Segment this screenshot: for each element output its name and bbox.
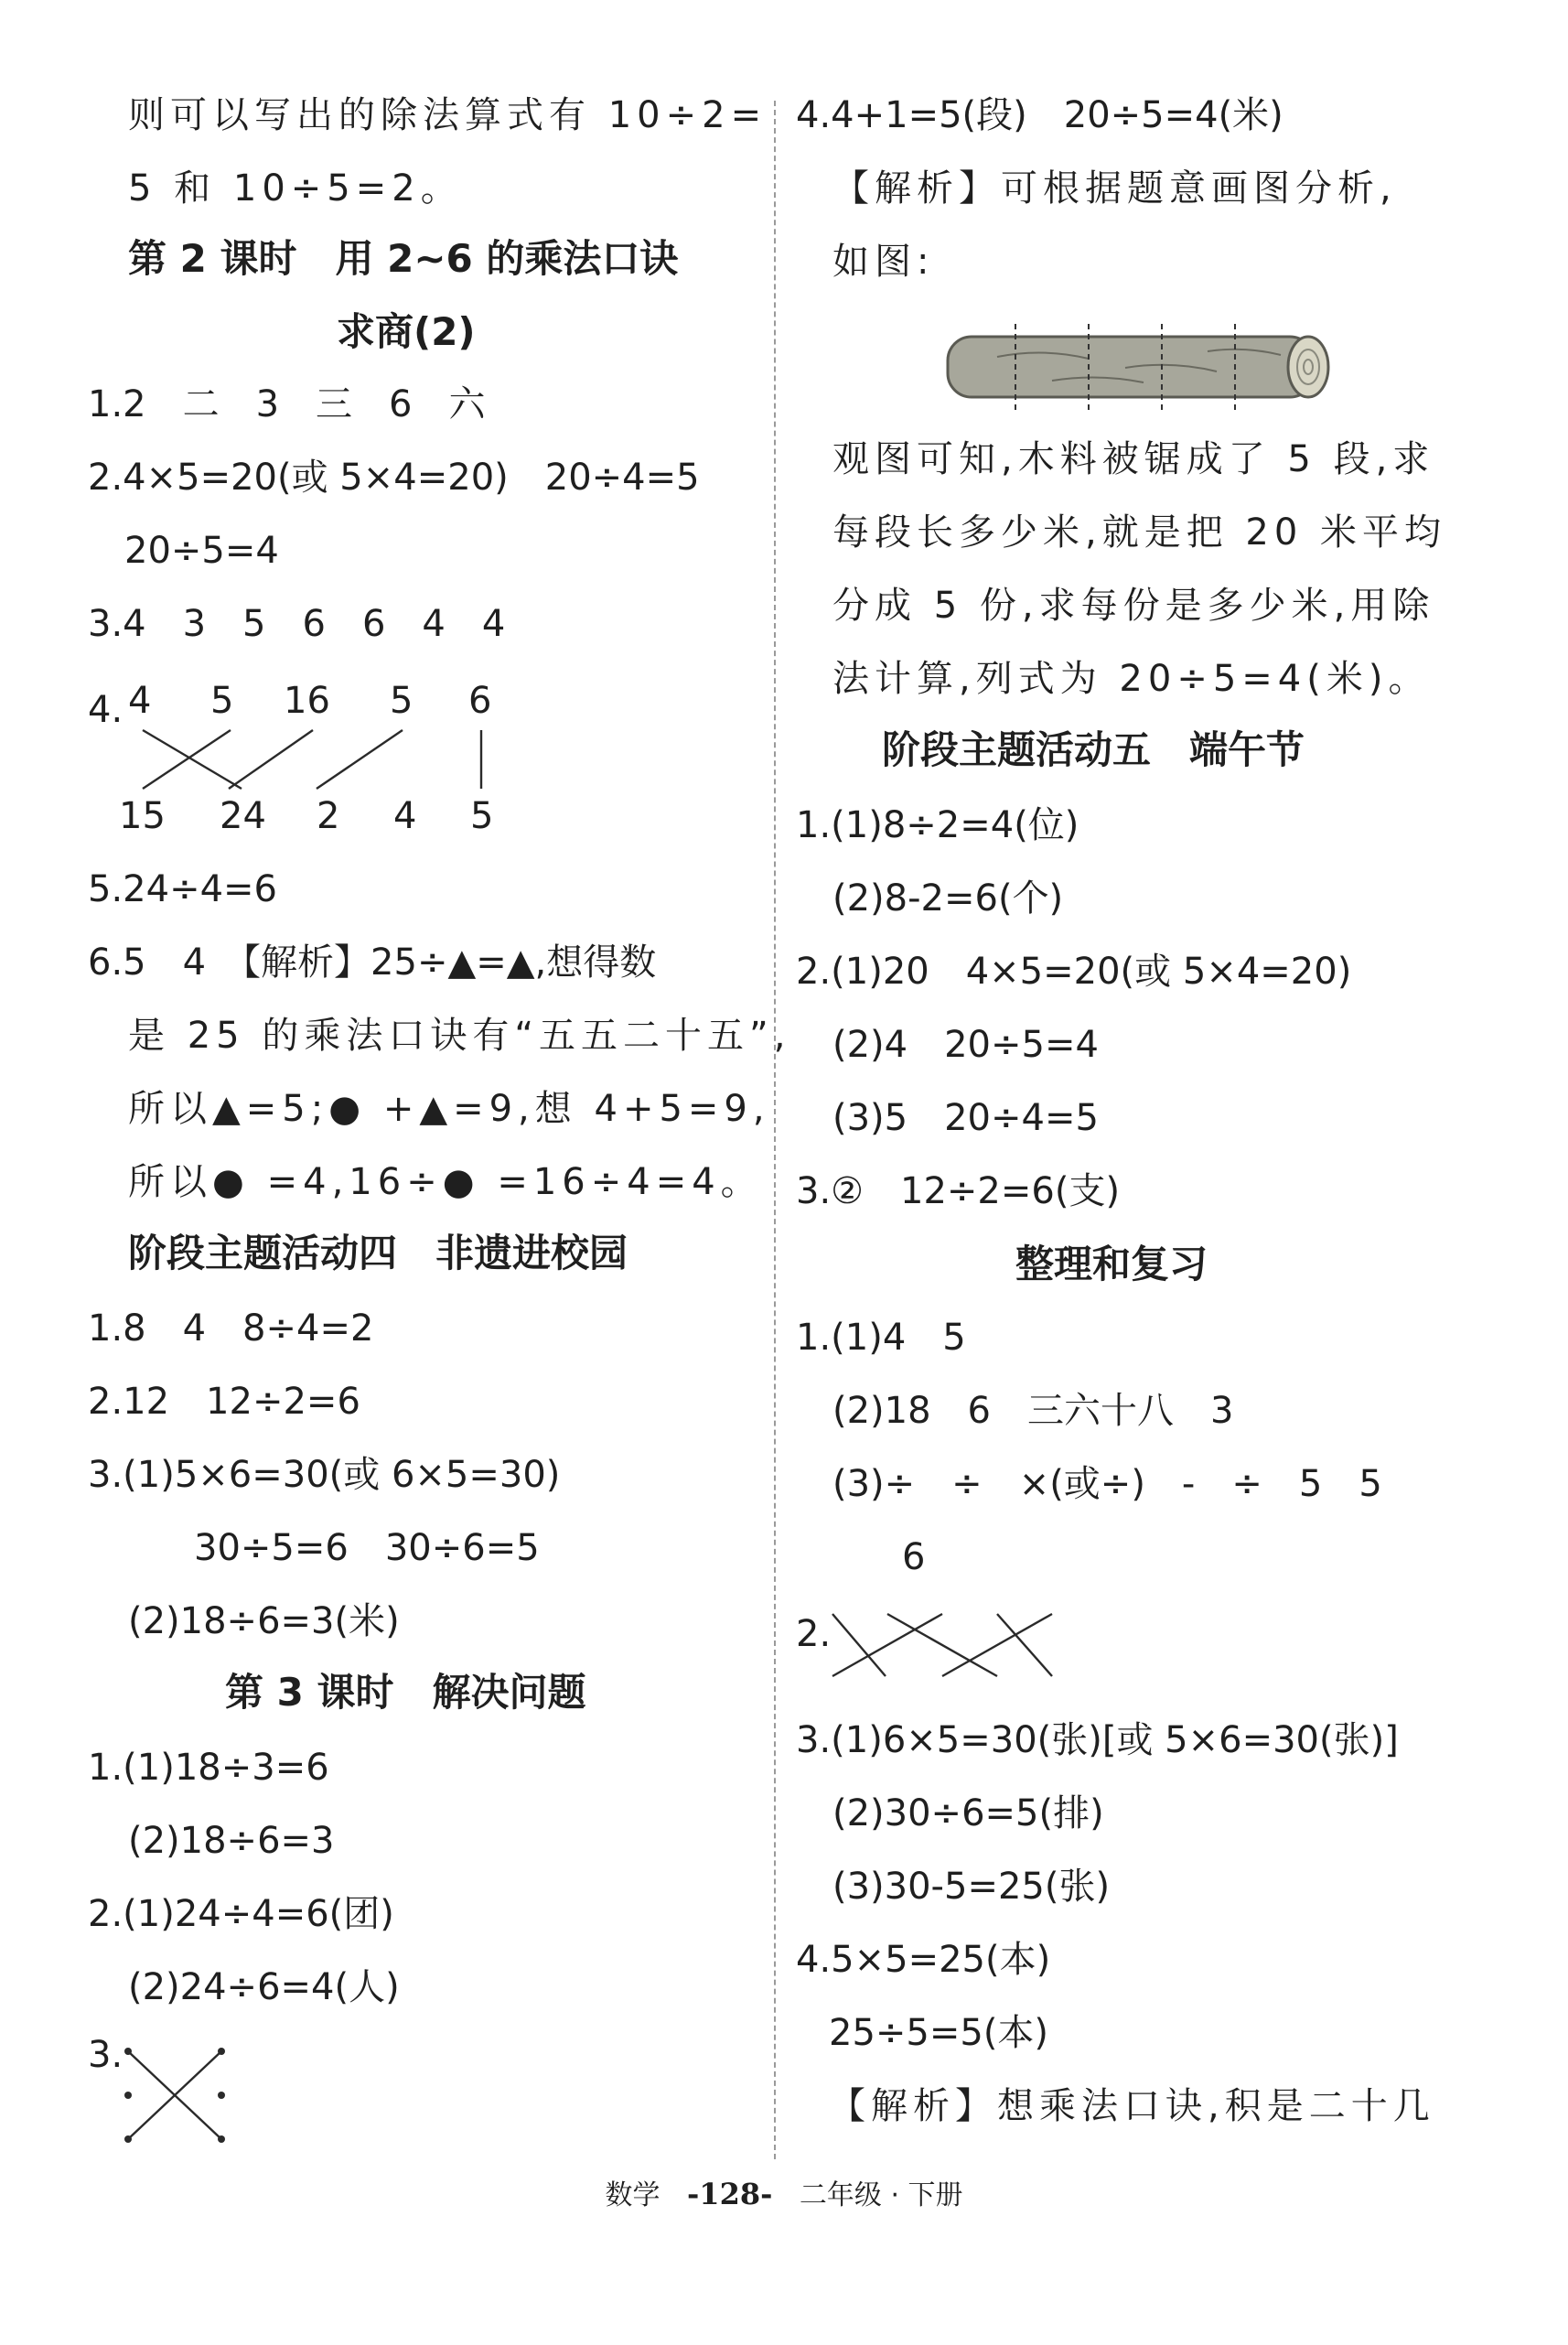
answer-line: 1.2 二 3 三 6 六 [88, 383, 486, 425]
match-top-item: 5 [390, 680, 413, 722]
answer-line: 1.(1)4 5 [796, 1317, 966, 1359]
section-heading: 阶段主题活动五 端午节 [882, 727, 1305, 772]
answer-line: (2)8-2=6(个) [832, 877, 1064, 920]
text-line: 分成 5 份,求每份是多少米,用除 [832, 585, 1435, 627]
footer-subject: 数学 [605, 2179, 660, 2211]
text-line: 如图: [832, 241, 935, 283]
match-bottom-item: 2 [317, 795, 340, 837]
answer-line: 3.4 3 5 6 6 4 4 [88, 603, 506, 645]
answer-line: 20÷5=4 [124, 530, 279, 572]
text-line: 5 和 10÷5=2。 [128, 167, 463, 210]
page-number: -128- [687, 2177, 773, 2211]
match-top-item: 16 [284, 680, 330, 722]
text-line: 则可以写出的除法算式有 10÷2= [128, 94, 768, 136]
answer-line: 6 [902, 1536, 926, 1578]
match-bottom-item: 5 [470, 795, 494, 837]
answer-line: 1.(1)18÷3=6 [88, 1747, 329, 1789]
text-line: 所以● =4,16÷● =16÷4=4。 [128, 1161, 763, 1203]
answer-line: (2)4 20÷5=4 [832, 1024, 1099, 1066]
text-line: 法计算,列式为 20÷5=4(米)。 [832, 658, 1431, 700]
question-number: 3. [88, 2034, 124, 2076]
section-heading: 第 3 课时 解决问题 [225, 1670, 586, 1715]
answer-line: (3)5 20÷4=5 [832, 1097, 1099, 1139]
answer-line: (3)30-5=25(张) [832, 1866, 1111, 1908]
text-line: 【解析】可根据题意画图分析, [832, 167, 1397, 210]
text-line: 【解析】想乘法口诀,积是二十几 [829, 2085, 1435, 2127]
match-top-item: 4 [128, 680, 152, 722]
section-heading: 整理和复习 [1015, 1242, 1208, 1286]
column-divider [774, 101, 776, 2159]
matching-figure-b3 [88, 2031, 271, 2168]
answer-line: 1.(1)8÷2=4(位) [796, 804, 1079, 846]
answer-line: (2)18 6 三六十八 3 [832, 1390, 1234, 1432]
section-heading: 求商(2) [337, 309, 476, 354]
answer-line: 25÷5=5(本) [829, 2012, 1049, 2054]
matching-figure-q4 [88, 677, 564, 842]
matching-lines [796, 1597, 1089, 1698]
section-heading: 阶段主题活动四 非遗进校园 [128, 1231, 628, 1275]
answer-line: 2.4×5=20(或 5×4=20) 20÷4=5 [88, 457, 700, 499]
answer-line: 3.(1)6×5=30(张)[或 5×6=30(张)] [796, 1719, 1399, 1761]
answer-line: 1.8 4 8÷4=2 [88, 1307, 374, 1350]
answer-line: 4.5×5=25(本) [796, 1939, 1051, 1981]
answer-line: 3.(1)5×6=30(或 6×5=30) [88, 1454, 561, 1496]
answer-line: 2.(1)24÷4=6(团) [88, 1893, 394, 1935]
answer-line: 30÷5=6 30÷6=5 [194, 1527, 540, 1569]
answer-line: 2.12 12÷2=6 [88, 1381, 360, 1423]
answer-line: (2)30÷6=5(排) [832, 1792, 1104, 1834]
text-line: 每段长多少米,就是把 20 米平均 [832, 511, 1447, 554]
matching-figure-d2 [796, 1597, 1089, 1698]
match-bottom-item: 24 [220, 795, 266, 837]
answer-line: 2.(1)20 4×5=20(或 5×4=20) [796, 951, 1352, 993]
question-number: 4. [88, 689, 124, 731]
text-line: 所以▲=5;● +▲=9,想 4+5=9, [128, 1088, 770, 1130]
text-line: 是 25 的乘法口诀有“五五二十五”, [128, 1015, 791, 1057]
matching-lines [88, 2031, 271, 2168]
section-heading: 第 2 课时 用 2~6 的乘法口诀 [128, 236, 679, 281]
answer-line: (2)18÷6=3 [128, 1820, 335, 1862]
answer-line: 5.24÷4=6 [88, 868, 277, 910]
match-bottom-item: 4 [393, 795, 417, 837]
page-footer [0, 2176, 1568, 2214]
match-top-item: 5 [210, 680, 234, 722]
footer-grade: 二年级 · 下册 [799, 2179, 963, 2211]
text-line: 观图可知,木料被锯成了 5 段,求 [832, 438, 1435, 480]
question-number: 2. [796, 1613, 832, 1655]
answer-line: (2)24÷6=4(人) [128, 1966, 400, 2008]
answer-line: 4.4+1=5(段) 20÷5=4(米) [796, 94, 1283, 136]
answer-line: 3.② 12÷2=6(支) [796, 1170, 1121, 1212]
answer-line: (3)÷ ÷ ×(或÷) - ÷ 5 5 [832, 1463, 1382, 1505]
match-top-item: 6 [468, 680, 492, 722]
answer-line: 6.5 4 【解析】25÷▲=▲,想得数 [88, 941, 657, 984]
answer-line: (2)18÷6=3(米) [128, 1600, 400, 1642]
log-illustration-icon [942, 320, 1345, 412]
match-bottom-item: 15 [119, 795, 166, 837]
